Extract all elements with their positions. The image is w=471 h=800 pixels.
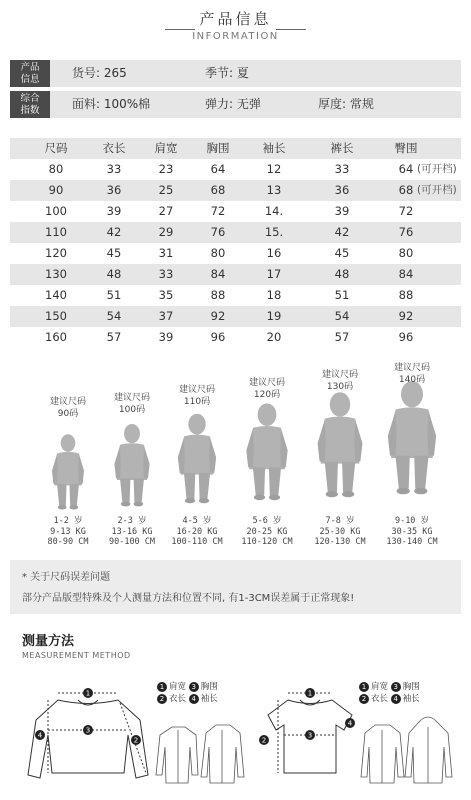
table-cell: 35	[158, 288, 174, 302]
marker-4-right: 4	[347, 719, 353, 728]
table-cell: 80	[48, 162, 64, 176]
thickness: 厚度: 常规	[318, 97, 374, 111]
legend-chest: 胸围	[200, 682, 218, 692]
figure-age: 2-3 岁	[117, 516, 147, 526]
table-cell: 39	[106, 204, 122, 218]
legend-sleeve: 袖长	[402, 694, 420, 704]
marker-2-left: 2	[133, 736, 139, 745]
figure-size-label	[300, 369, 380, 393]
column-header: 衣长	[102, 141, 126, 155]
table-cell: 18	[266, 288, 282, 302]
legend-left	[157, 681, 218, 705]
measurement-subtitle: MEASUREMENT METHOD	[22, 651, 131, 660]
table-cell: 29	[158, 225, 174, 239]
figure-label-title: 建议尺码	[321, 370, 358, 380]
figure-size-label	[372, 362, 452, 386]
table-cell: 57	[106, 330, 122, 344]
table-cell: 84	[210, 267, 226, 281]
figure-label-size: 140码	[398, 375, 426, 385]
table-cell: 140	[45, 288, 67, 302]
figure-age: 7-8 岁	[325, 516, 355, 526]
table-cell: 57	[334, 330, 350, 344]
info-tag-product	[10, 60, 50, 87]
column-header: 裤长	[330, 141, 354, 155]
table-cell: 72	[210, 204, 226, 218]
figure-age: 9-10 岁	[394, 516, 430, 526]
table-cell: 160	[45, 330, 67, 344]
table-cell: 150	[45, 309, 67, 323]
marker-3-right: 3	[307, 731, 313, 740]
figure-height: 120-130 CM	[314, 537, 366, 547]
figure-stats	[367, 516, 457, 548]
shirt-sketch	[361, 725, 404, 783]
info-tag-index-text: 综合 指数	[20, 92, 40, 116]
figure-label-size: 130码	[326, 382, 354, 392]
table-cell: 76	[210, 225, 226, 239]
figure-label-title: 建议尺码	[178, 385, 215, 395]
figure-label-title: 建议尺码	[49, 397, 86, 407]
legend-num: 4	[189, 694, 199, 704]
child-silhouette-110	[178, 414, 216, 504]
legend-num: 3	[189, 682, 199, 692]
table-cell: 130	[45, 267, 67, 281]
table-cell: 120	[45, 246, 67, 260]
info-tag-index	[10, 91, 50, 118]
table-cell: 64	[398, 162, 414, 176]
column-header: 袖长	[262, 141, 286, 155]
figure-weight: 16-20 KG	[176, 526, 218, 537]
table-cell: 80	[210, 246, 226, 260]
column-header: 胸围	[206, 141, 230, 155]
page-subtitle: INFORMATION	[192, 31, 279, 42]
figure-label-size: 100码	[118, 405, 146, 415]
child-silhouette-100	[114, 424, 149, 506]
figure-label-title: 建议尺码	[113, 393, 150, 403]
table-cell: 23	[158, 162, 174, 176]
table-cell: 33	[334, 162, 350, 176]
table-cell: 72	[398, 204, 414, 218]
figure-age: 1-2 岁	[53, 516, 83, 526]
table-cell: 39	[158, 330, 174, 344]
legend-right	[359, 681, 420, 705]
figure-label-title: 建议尺码	[393, 363, 430, 373]
table-cell: 37	[158, 309, 174, 323]
header-line-right	[276, 29, 306, 30]
table-cell: 76	[398, 225, 414, 239]
legend-num: 2	[359, 694, 369, 704]
notice-body: 部分产品版型特殊及个人测量方法和位置不同, 有1-3CM误差属于正常现象!	[22, 593, 355, 604]
jacket-sketch-1	[156, 727, 198, 783]
table-cell: 90	[48, 183, 64, 197]
table-cell: 51	[334, 288, 350, 302]
table-cell: 64	[210, 162, 226, 176]
legend-length: 衣长	[371, 694, 389, 704]
figure-label-size: 90码	[57, 409, 79, 419]
legend-shoulder: 肩宽	[371, 682, 389, 692]
table-cell: 92	[210, 309, 226, 323]
longsleeve-markers	[35, 688, 141, 745]
figure-size-label	[227, 377, 307, 401]
table-cell: 33	[106, 162, 122, 176]
table-cell: 36	[106, 183, 122, 197]
table-cell: 88	[210, 288, 226, 302]
jacket-sketch-2	[201, 725, 244, 783]
page-title: 产品信息	[199, 10, 272, 28]
figure-label-size: 120码	[253, 390, 281, 400]
legend-num: 2	[157, 694, 167, 704]
figure-height: 110-120 CM	[241, 537, 293, 547]
table-cell: 45	[334, 246, 350, 260]
legend-chest: 胸围	[402, 682, 420, 692]
legend-num: 1	[359, 682, 369, 692]
legend-shoulder: 肩宽	[169, 682, 187, 692]
table-cell: 45	[106, 246, 122, 260]
child-silhouette-120	[246, 403, 287, 500]
table-cell: 19	[266, 309, 282, 323]
table-cell: 33	[158, 267, 174, 281]
season: 季节: 夏	[205, 66, 249, 80]
figure-height: 100-110 CM	[171, 537, 223, 547]
table-cell: 48	[334, 267, 350, 281]
marker-3-left: 3	[85, 726, 91, 735]
info-tag-product-text: 产品 信息	[20, 61, 40, 85]
column-header: 肩宽	[154, 141, 178, 155]
table-cell: 27	[158, 204, 174, 218]
column-header: 尺码	[44, 141, 68, 155]
crotch-note: (可开档)	[417, 184, 457, 196]
figure-weight: 20-25 KG	[246, 526, 288, 537]
longsleeve-diagram	[28, 693, 148, 778]
marker-1-left: 1	[85, 689, 91, 698]
table-cell: 100	[45, 204, 67, 218]
table-cell: 15.	[264, 225, 284, 239]
table-cell: 88	[398, 288, 414, 302]
marker-1-right: 1	[307, 689, 313, 698]
table-cell: 51	[106, 288, 122, 302]
table-cell: 84	[398, 267, 414, 281]
table-cell: 31	[158, 246, 174, 260]
table-cell: 42	[334, 225, 350, 239]
figure-height: 80-90 CM	[47, 537, 89, 547]
figure-weight: 25-30 KG	[319, 526, 361, 537]
table-cell: 92	[398, 309, 414, 323]
table-cell: 14.	[264, 204, 284, 218]
figure-weight: 30-35 KG	[391, 526, 433, 537]
legend-length: 衣长	[169, 694, 187, 704]
figure-height: 90-100 CM	[108, 537, 156, 547]
legend-num: 1	[157, 682, 167, 692]
fabric: 面料: 100%棉	[72, 97, 151, 111]
marker-2-right: 2	[261, 736, 267, 745]
child-silhouette-140	[388, 381, 436, 494]
figure-age: 5-6 岁	[252, 516, 282, 526]
figure-weight: 9-13 KG	[50, 526, 86, 537]
legend-num: 3	[391, 682, 401, 692]
table-cell: 39	[334, 204, 350, 218]
marker-4-left: 4	[37, 731, 43, 740]
table-cell: 16	[266, 246, 282, 260]
header-line-left	[165, 29, 195, 30]
table-cell: 13	[266, 183, 282, 197]
figure-size-label	[157, 384, 237, 408]
measurement-title: 测量方法	[22, 634, 75, 649]
table-cell: 110	[45, 225, 67, 239]
table-cell: 54	[106, 309, 122, 323]
table-cell: 25	[158, 183, 174, 197]
table-cell: 36	[334, 183, 350, 197]
figure-height: 130-140 CM	[386, 537, 438, 547]
item-number: 货号: 265	[72, 66, 127, 80]
table-cell: 80	[398, 246, 414, 260]
figure-label-title: 建议尺码	[248, 378, 285, 388]
notice-title: * 关于尺码误差问题	[22, 572, 111, 583]
column-header: 臀围	[394, 141, 418, 155]
table-cell: 42	[106, 225, 122, 239]
table-cell: 68	[210, 183, 226, 197]
figure-weight: 13-16 KG	[111, 526, 153, 537]
table-cell: 54	[334, 309, 350, 323]
tshirt-markers	[259, 688, 355, 745]
table-cell: 12	[266, 162, 282, 176]
table-cell: 96	[210, 330, 226, 344]
elasticity: 弹力: 无弹	[205, 97, 261, 111]
table-cell: 96	[398, 330, 414, 344]
legend-sleeve: 袖长	[200, 694, 218, 704]
legend-num: 4	[391, 694, 401, 704]
table-cell: 17	[266, 267, 282, 281]
table-cell: 48	[106, 267, 122, 281]
table-cell: 20	[266, 330, 282, 344]
table-cell: 68	[398, 183, 414, 197]
crotch-note: (可开档)	[417, 163, 457, 175]
child-silhouette-90	[52, 434, 84, 509]
child-silhouette-130	[318, 392, 363, 497]
figure-label-size: 110码	[183, 397, 211, 407]
figure-age: 4-5 岁	[182, 516, 212, 526]
hoodie-sketch	[405, 717, 452, 783]
